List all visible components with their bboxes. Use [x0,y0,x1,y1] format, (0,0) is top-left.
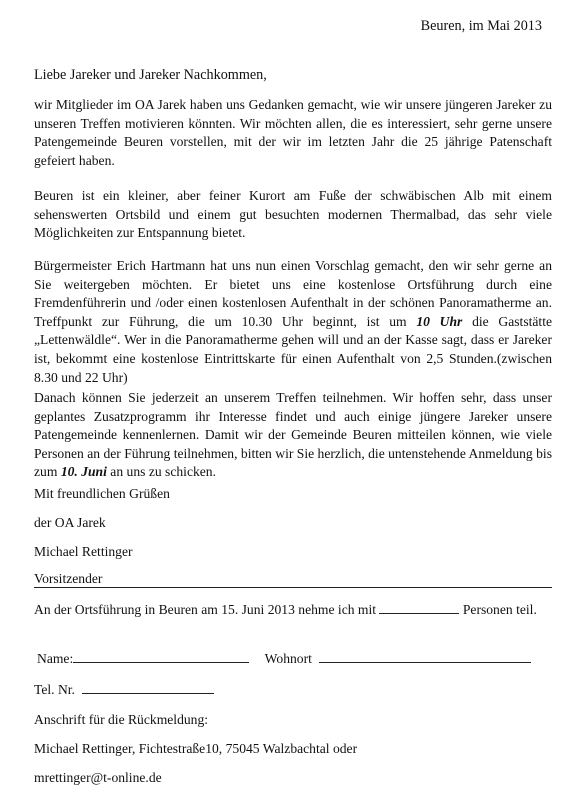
wohnort-label: Wohnort [264,651,312,666]
persons-count-field[interactable] [379,601,459,614]
closing-greeting: Mit freundlichen Grüßen [34,486,170,501]
return-email: mrettinger@t-online.de [34,770,162,785]
attendance-statement [34,601,552,620]
paragraph-registration [34,389,552,482]
cut-line-divider [34,587,552,588]
paragraph-registration-text-a: Danach können Sie jederzeit an unserem Treffen teilnehmen. Wir hoffen sehr, dass unser geplantes Zusatzprogramm ihr Interesse findet und auch einige jüngere Jareker unsere Patengemeinde kennenlernen. Damit wir der Gemeinde Beuren mitteilen können, wie viele Personen an der Führung teilnehmen, bitten wir Sie herzlich, die untenstehende Anmeldung bis zum [34,390,552,480]
deadline-emphasis: 10. Juni [60,464,107,480]
phone-label: Tel. Nr. [34,682,75,697]
paragraph-beuren: Beuren ist ein kleiner, aber feiner Kurort am Fuße der schwäbischen Alb mit einem sehenswerten Ortsbild und einem gut besuchten modernen Thermalbad, das sehr viele Möglichkeiten zur Entspannung bietet. [34,188,552,241]
paragraph-proposal-text-a: Bürgermeister Erich Hartmann hat uns nun einen Vorschlag gemacht, den wir sehr gerne an Sie weitergeben möchten. Er bietet uns eine kostenlose Ortsführung durch eine Fremdenführerin und /oder einen kostenlosen Aufenthalt in der schönen Panoramatherme an. Treffpunkt zur Führung, die um 10.30 Uhr beginnt, ist um [34,258,552,329]
name-label: Name: [37,651,74,666]
signer-organization: der OA Jarek [34,515,106,530]
phone-row [34,681,214,698]
dateline: Beuren, im Mai 2013 [420,18,542,34]
paragraph-proposal-text-b: die Gaststätte „Lettenwäldle“. Wer in die Panoramatherme gehen will und an der Kasse sagt, dass er Jareker ist, bekommt eine kostenlose Eintrittskarte für einen Aufenthalt von 2,5 Stunden.(zwischen 8.30 und 22 Uhr) [34,313,553,385]
salutation: Liebe Jareker und Jareker Nachkommen, [34,67,267,83]
paragraph-intro: wir Mitglieder im OA Jarek haben uns Gedanken gemacht, wie wir unsere jüngeren Jareker zu unseren Treffen motivieren könnten. Wir möchten allen, die es interessiert, sehr gerne unsere Patengemeinde Beuren vorstellen, mit der wir im letzten Jahr die 25 jährige Patenschaft gefeiert haben. [34,97,552,168]
name-field[interactable] [73,650,249,663]
attendance-text-b: Personen teil. [459,602,537,617]
return-address-heading: Anschrift für die Rückmeldung: [34,712,209,727]
phone-field[interactable] [82,681,214,694]
meeting-time-emphasis: 10 Uhr [416,313,463,329]
attendance-text-a: An der Ortsführung in Beuren am 15. Juni 2013 nehme ich mit [34,602,380,617]
signer-name: Michael Rettinger [34,544,133,559]
wohnort-field[interactable] [319,650,531,663]
signer-title: Vorsitzender [34,571,103,586]
paragraph-registration-text-b: an uns zu schicken. [106,464,217,480]
name-address-row [34,650,531,667]
paragraph-proposal [34,257,552,387]
return-address: Michael Rettinger, Fichtestraße10, 75045 Walzbachtal oder [34,741,358,756]
